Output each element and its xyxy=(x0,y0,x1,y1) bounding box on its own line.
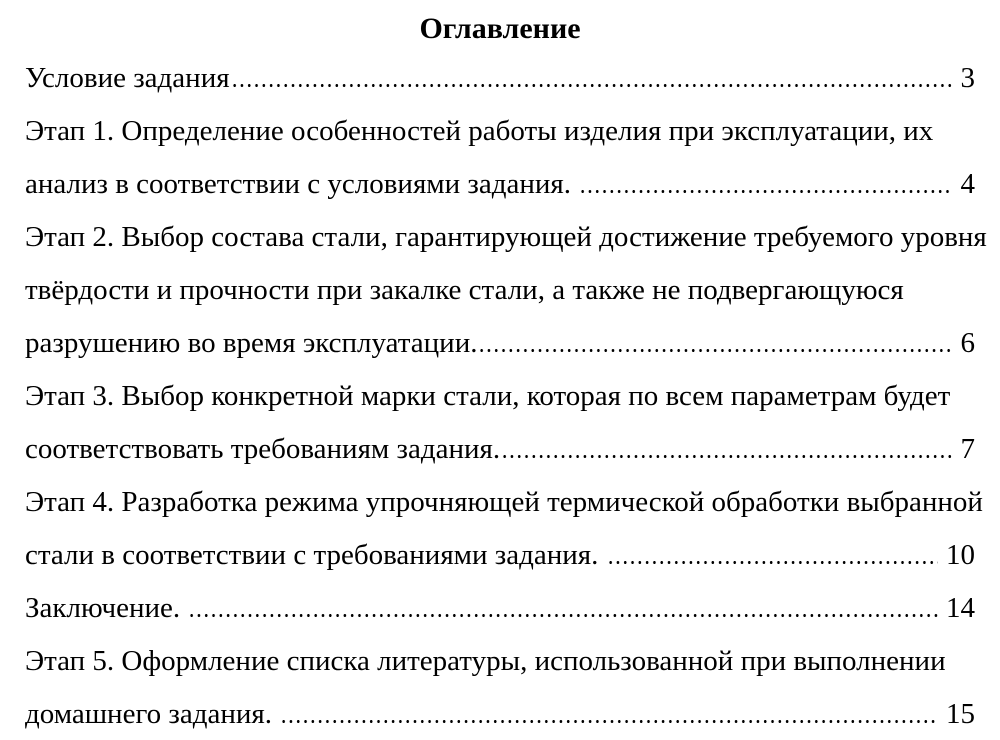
toc-entry-line: Этап 3. Выбор конкретной марки стали, которая по всем параметрам будет xyxy=(25,380,951,412)
toc-entry-line: Этап 4. Разработка режима упрочняющей термической обработки выбранной xyxy=(25,486,983,518)
toc-entry-text: Заключение. xyxy=(25,592,188,624)
page-number: 10 xyxy=(946,539,975,571)
toc-entry xyxy=(25,211,987,370)
toc-entry xyxy=(25,52,975,105)
toc-entry-line xyxy=(25,317,975,370)
toc-entry-line xyxy=(25,529,975,582)
toc-entry-line xyxy=(25,52,975,105)
toc-entry-line: Этап 5. Оформление списка литературы, использованной при выполнении xyxy=(25,645,946,677)
page-number: 6 xyxy=(960,327,975,359)
dot-leader xyxy=(607,561,938,564)
page-number: 14 xyxy=(946,592,975,624)
dot-leader xyxy=(188,614,938,617)
toc-title: Оглавление xyxy=(419,12,581,45)
toc-entry-text: разрушению во время эксплуатации. xyxy=(25,327,478,359)
toc-entry xyxy=(25,105,975,211)
toc-entry-text: домашнего задания. xyxy=(25,698,280,730)
toc-entry-line: Этап 2. Выбор состава стали, гарантирующей достижение требуемого уровня xyxy=(25,221,987,253)
page-number: 3 xyxy=(960,62,975,94)
toc-entry-line: Этап 1. Определение особенностей работы изделия при эксплуатации, их xyxy=(25,115,934,147)
toc-entry xyxy=(25,582,975,635)
toc-entry-line xyxy=(25,582,975,635)
dot-leader xyxy=(478,349,952,352)
toc-entry-line xyxy=(25,158,975,211)
page-number: 15 xyxy=(946,698,975,730)
dot-leader xyxy=(280,720,938,723)
toc-entry-line xyxy=(25,688,975,740)
toc-entry-text: Условие задания xyxy=(25,62,230,94)
dot-leader xyxy=(501,455,952,458)
toc-entry xyxy=(25,476,983,582)
page-number: 7 xyxy=(960,433,975,465)
page-number: 4 xyxy=(960,168,975,200)
dot-leader xyxy=(231,84,953,87)
toc-entry-text: соответствовать требованиям задания. xyxy=(25,433,501,465)
toc-entry xyxy=(25,635,975,740)
toc-entry-text: анализ в соответствии с условиями задания. xyxy=(25,168,579,200)
toc-entry-text: стали в соответствии с требованиями задания. xyxy=(25,539,606,571)
toc-entry-line: твёрдости и прочности при закалке стали, а также не подвергающуюся xyxy=(25,274,904,306)
toc-entry-line xyxy=(25,423,975,476)
toc-entry xyxy=(25,370,975,476)
dot-leader xyxy=(579,190,952,193)
